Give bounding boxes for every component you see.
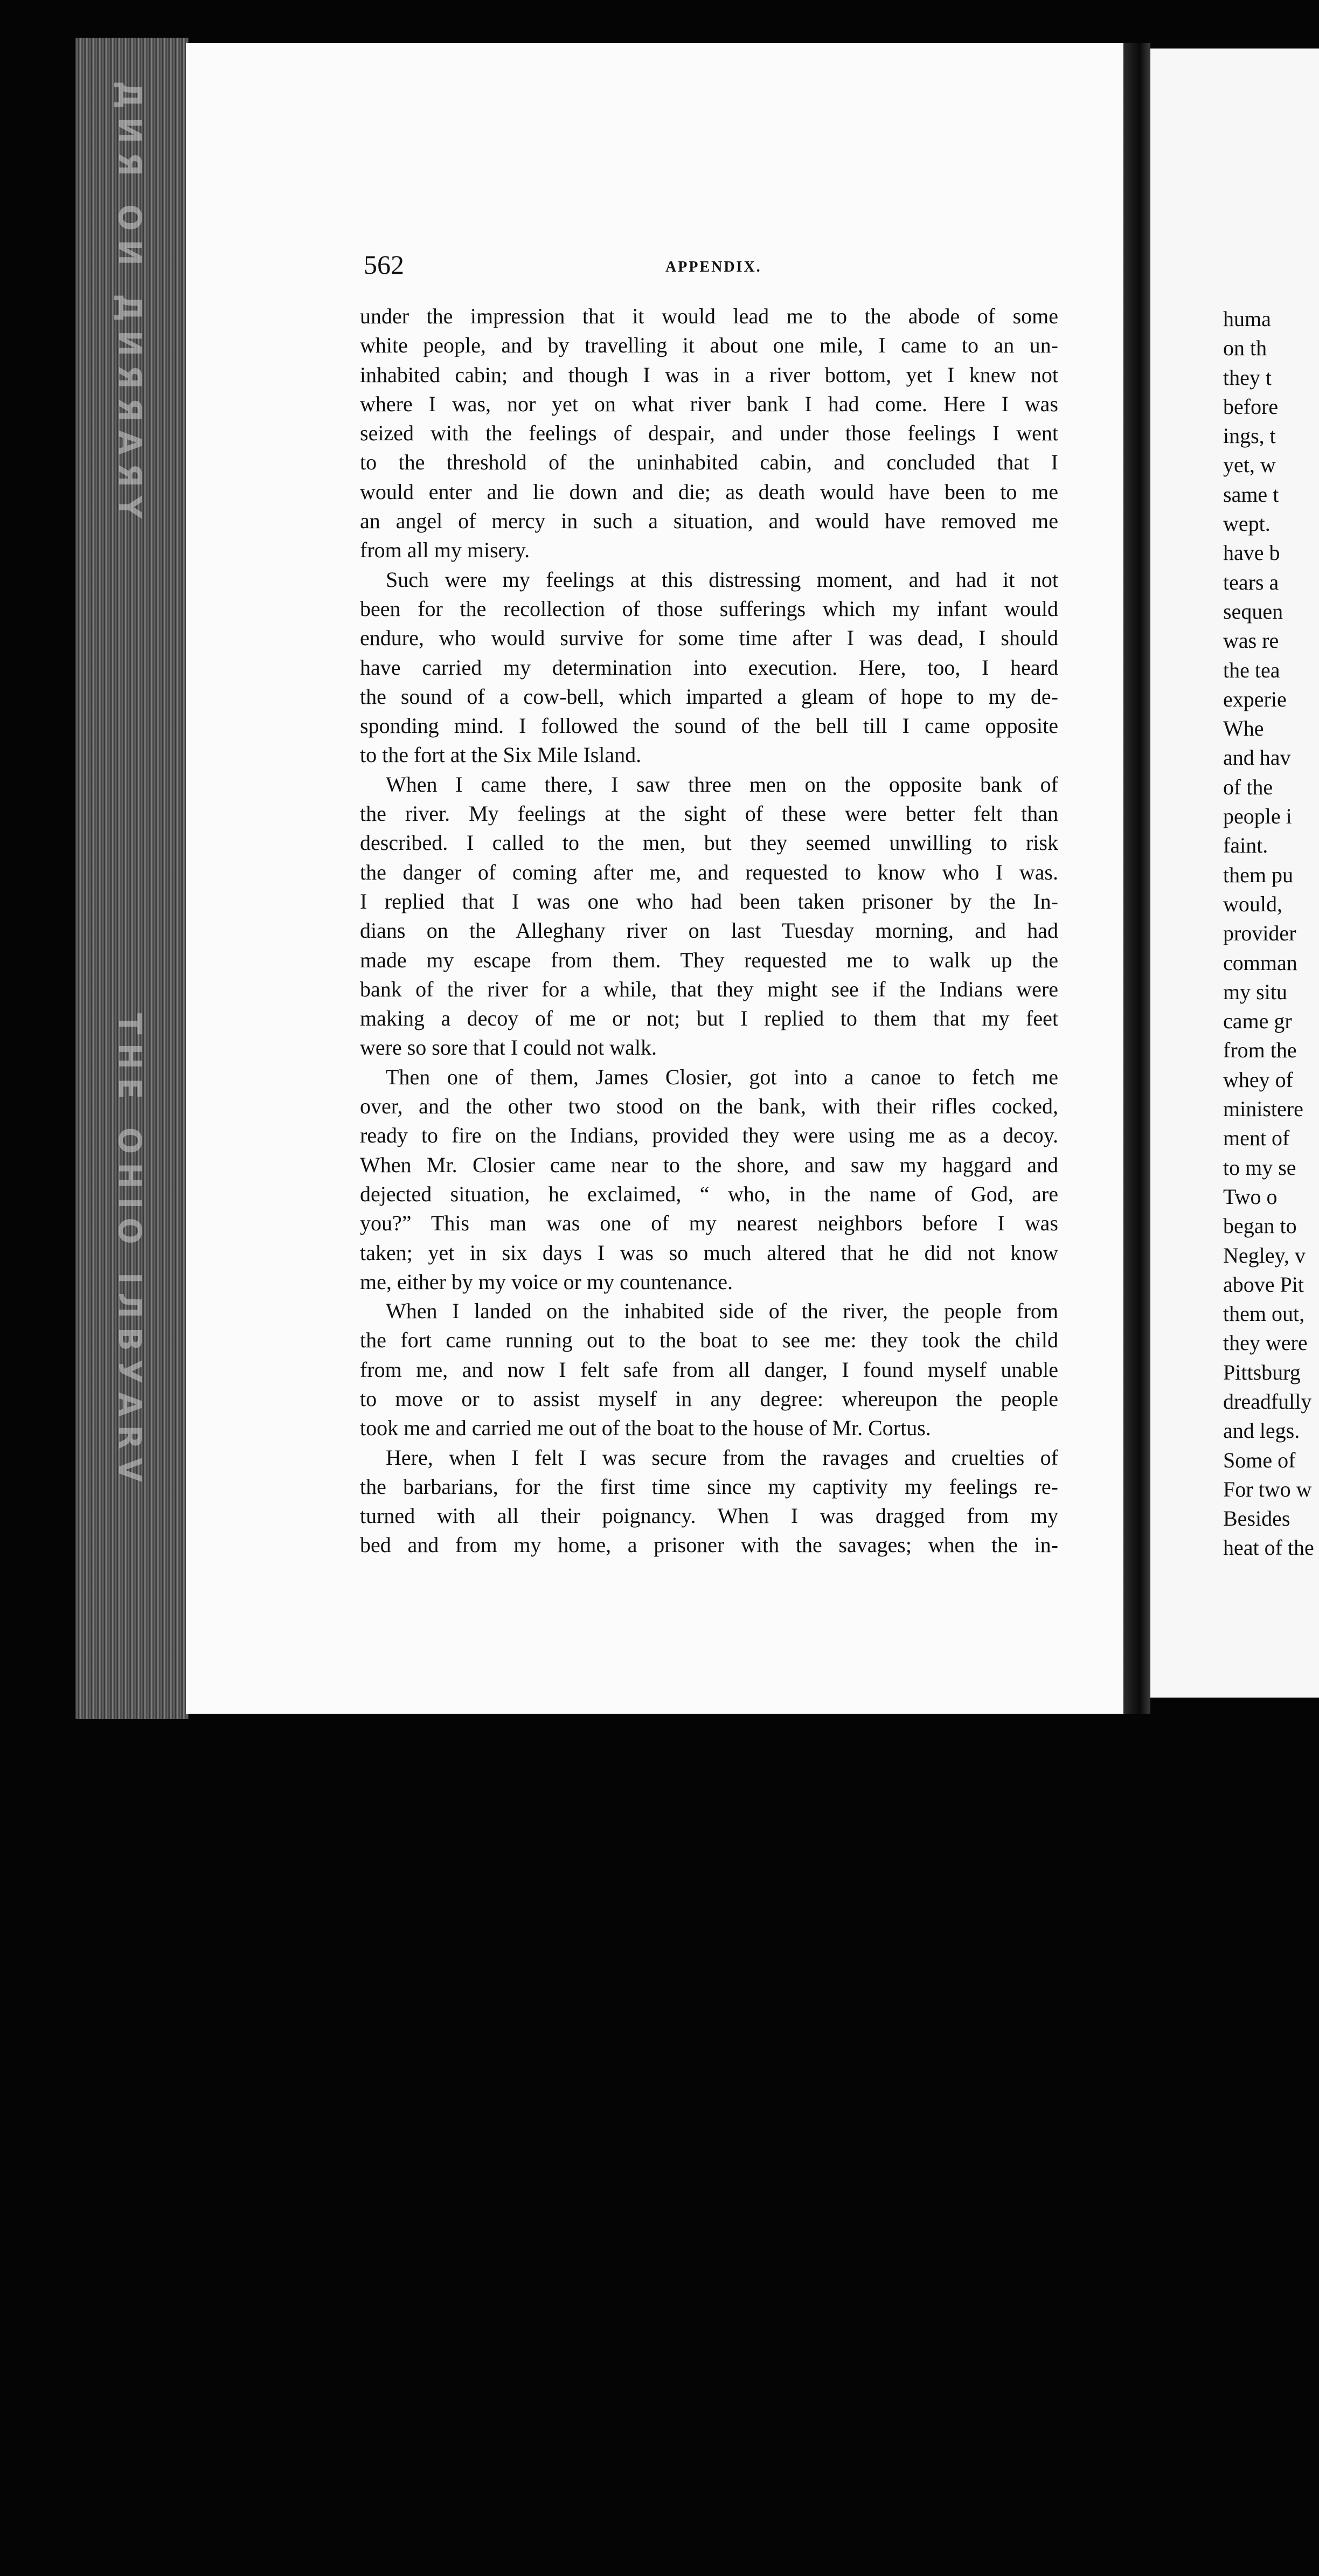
text-line: dejected situation, he exclaimed, “ who, in the name of God, are	[360, 1181, 1058, 1206]
text-line: Such were my feelings at this distressing moment, and had it not	[386, 567, 1058, 592]
right-text-line: comman	[1223, 950, 1297, 975]
text-line: where I was, nor yet on what river bank I had come. Here I was	[360, 391, 1058, 416]
right-text-line: began to	[1223, 1214, 1297, 1238]
text-line: have carried my determination into execution. Here, too, I heard	[360, 655, 1058, 680]
text-line: over, and the other two stood on the bank, with their rifles cocked,	[360, 1094, 1058, 1119]
right-text-line: dreadfully	[1223, 1389, 1312, 1414]
text-line: dians on the Alleghany river on last Tuesday morning, and had	[360, 918, 1058, 943]
text-line: When I landed on the inhabited side of the river, the people from	[386, 1299, 1058, 1324]
right-text-line: Pittsburg	[1223, 1360, 1301, 1384]
text-line: me, either by my voice or my countenance.	[360, 1269, 733, 1294]
text-line: described. I called to the men, but they seemed unwilling to risk	[360, 830, 1058, 855]
right-text-line: Some of	[1223, 1448, 1296, 1472]
right-text-line: came gr	[1223, 1009, 1292, 1034]
right-text-line: experie	[1223, 687, 1287, 711]
right-text-line: ings, t	[1223, 424, 1276, 448]
right-text-line: For two w	[1223, 1477, 1312, 1501]
right-text-line: on th	[1223, 336, 1267, 361]
right-text-line: before	[1223, 394, 1279, 419]
text-line: When I came there, I saw three men on the opposite bank of	[386, 772, 1058, 797]
text-line: white people, and by travelling it about one mile, I came to an un-	[360, 333, 1058, 358]
right-text-line: Whe	[1223, 716, 1264, 741]
text-line: the sound of a cow-bell, which imparted a gleam of hope to my de-	[360, 684, 1058, 709]
right-text-line: sequen	[1223, 599, 1283, 624]
right-text-line: yet, w	[1223, 453, 1276, 477]
text-line: the barbarians, for the first time since my captivity my feelings re-	[360, 1474, 1058, 1499]
right-text-line: provider	[1223, 921, 1296, 946]
right-text-line: of the	[1223, 774, 1273, 799]
text-line: turned with all their poignancy. When I was dragged from my	[360, 1504, 1058, 1528]
text-line: to the threshold of the uninhabited cabin, and concluded that I	[360, 450, 1058, 475]
right-text-line: whey of	[1223, 1067, 1293, 1092]
right-text-line: Besides	[1223, 1506, 1290, 1531]
right-text-line: above Pit	[1223, 1272, 1304, 1297]
text-line: endure, who would survive for some time after I was dead, I should	[360, 626, 1058, 650]
right-text-line: Two o	[1223, 1184, 1278, 1209]
right-text-line: to my se	[1223, 1155, 1296, 1180]
text-line: bank of the river for a while, that they might see if the Indians were	[360, 977, 1058, 1001]
text-line: would enter and lie down and die; as death would have been to me	[360, 479, 1058, 504]
text-line: ready to fire on the Indians, provided they were using me as a decoy.	[360, 1123, 1058, 1148]
text-line: Then one of them, James Closier, got into a canoe to fetch me	[386, 1064, 1058, 1089]
right-text-line: wept.	[1223, 511, 1271, 536]
text-line: the fort came running out to the boat to see me: they took the child	[360, 1328, 1058, 1353]
right-text-line: heat of the	[1223, 1535, 1314, 1560]
text-line: inhabited cabin; and though I was in a river bottom, yet I knew not	[360, 362, 1058, 387]
text-line: you?” This man was one of my nearest neighbors before I was	[360, 1211, 1058, 1236]
right-text-line: and legs.	[1223, 1418, 1300, 1443]
text-line: an angel of mercy in such a situation, and would have removed me	[360, 509, 1058, 534]
text-line: were so sore that I could not walk.	[360, 1035, 657, 1060]
text-line: sponding mind. I followed the sound of the bell till I came opposite	[360, 714, 1058, 738]
right-text-line: people i	[1223, 804, 1292, 829]
right-text-line: faint.	[1223, 833, 1268, 858]
right-text-line: ministere	[1223, 1097, 1303, 1121]
right-text-line: tears a	[1223, 570, 1279, 594]
running-head: APPENDIX.	[665, 259, 762, 275]
right-text-line: huma	[1223, 307, 1271, 331]
right-text-line: they t	[1223, 365, 1272, 390]
page-number: 562	[364, 250, 404, 280]
right-text-line: ment of	[1223, 1126, 1290, 1151]
right-text-line: them pu	[1223, 862, 1293, 887]
spine-library-stamp-bottom: ТНЕ ОНІО ІЛВУАRV	[112, 1013, 148, 1491]
book-gutter	[1123, 43, 1150, 1714]
text-line: under the impression that it would lead me to the abode of some	[360, 304, 1058, 328]
text-line: Here, when I felt I was secure from the ravages and cruelties of	[386, 1445, 1058, 1470]
text-line: taken; yet in six days I was so much altered that he did not know	[360, 1240, 1058, 1265]
right-page-text	[1223, 304, 1319, 1563]
right-text-line: they were	[1223, 1331, 1308, 1355]
right-text-line: the tea	[1223, 657, 1280, 682]
text-line: been for the recollection of those sufferings which my infant would	[360, 596, 1058, 621]
text-line: took me and carried me out of the boat to the house of Mr. Cortus.	[360, 1416, 931, 1441]
right-text-line: would,	[1223, 891, 1282, 916]
right-text-line: same t	[1223, 482, 1279, 507]
right-text-line: have b	[1223, 541, 1280, 565]
text-line: from all my misery.	[360, 538, 530, 563]
right-text-line: from the	[1223, 1038, 1297, 1063]
spine-library-stamp-top: ДИЯ ОИ ДИЯЯАЯҮ	[112, 81, 148, 528]
body-text	[360, 302, 1058, 1560]
text-line: made my escape from them. They requested me to walk up the	[360, 947, 1058, 972]
right-text-line: Negley, v	[1223, 1243, 1306, 1268]
text-line: When Mr. Closier came near to the shore, and saw my haggard and	[360, 1152, 1058, 1177]
text-line: the river. My feelings at the sight of these were better felt than	[360, 801, 1058, 826]
page-header	[364, 249, 1056, 287]
text-line: to move or to assist myself in any degree: whereupon the people	[360, 1386, 1058, 1411]
text-line: from me, and now I felt safe from all danger, I found myself unable	[360, 1357, 1058, 1382]
text-line: the danger of coming after me, and requested to know who I was.	[360, 860, 1058, 884]
right-text-line: my situ	[1223, 979, 1287, 1004]
text-line: bed and from my home, a prisoner with the savages; when the in-	[360, 1533, 1058, 1557]
text-line: seized with the feelings of despair, and under those feelings I went	[360, 421, 1058, 446]
text-line: to the fort at the Six Mile Island.	[360, 743, 642, 767]
right-text-line: was re	[1223, 628, 1279, 653]
right-text-line: them out,	[1223, 1301, 1305, 1326]
text-line: making a decoy of me or not; but I replied to them that my feet	[360, 1006, 1058, 1031]
text-line: I replied that I was one who had been taken prisoner by the In-	[360, 889, 1058, 913]
right-text-line: and hav	[1223, 745, 1291, 770]
